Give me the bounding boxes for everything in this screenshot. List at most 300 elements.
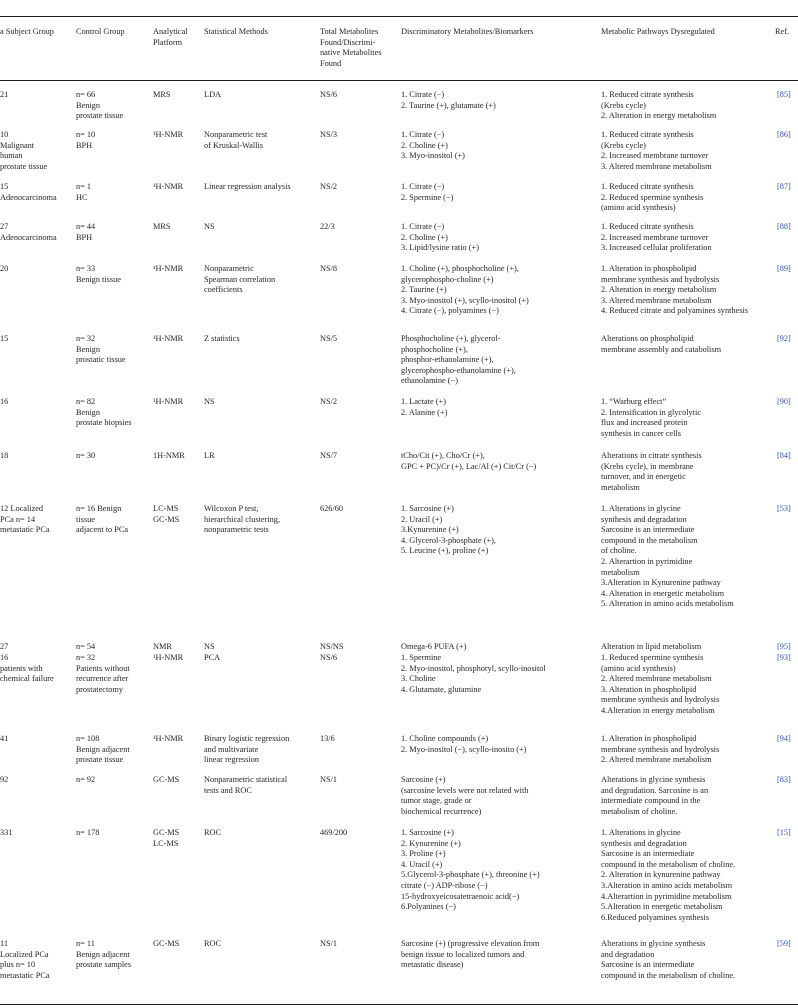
cell-line: n= 92 bbox=[76, 775, 96, 784]
cell-line: n= 30 bbox=[76, 451, 96, 460]
cell-line: n= 108 bbox=[76, 734, 100, 743]
statistical-methods-cell bbox=[204, 130, 267, 151]
header-discriminatory-metabolites: Discriminatory Metabolites/Biomarkers bbox=[401, 27, 534, 36]
cell-line: 3. Altered membrane metabolism bbox=[601, 295, 712, 305]
reference-cell[interactable]: [92] bbox=[777, 334, 791, 343]
cell-line: adjacent to PCa bbox=[76, 525, 129, 535]
cell-line: Benign bbox=[76, 344, 100, 354]
table-caption bbox=[0, 0, 203, 1]
cell-line: 2. Altered membrane metabolism bbox=[601, 674, 712, 684]
cell-line: 2. Alanine (+) bbox=[401, 407, 448, 417]
cell-line: coefficients bbox=[204, 285, 243, 295]
cell-line: 2. Choline (+) bbox=[401, 232, 448, 242]
platform-cell bbox=[153, 939, 179, 950]
cell-line: recurrence after bbox=[76, 674, 129, 684]
cell-line: 2. Spermine (−) bbox=[401, 192, 454, 202]
biomarkers-cell bbox=[401, 264, 529, 317]
cell-line: membrane synthesis and hydrolysis bbox=[601, 695, 720, 705]
cell-line: Alterations in citrate synthesis bbox=[601, 451, 702, 460]
cell-line: Omega-6 PUFA (+) bbox=[401, 642, 467, 651]
cell-line: and degradation. Sarcosine is an bbox=[601, 785, 709, 795]
cell-line: 4. Glycerol-3-phosphate (+), bbox=[401, 535, 496, 545]
subject-group-cell bbox=[0, 90, 8, 101]
cell-line: plus n= 10 bbox=[0, 960, 36, 970]
cell-line: turnover, and in energetic bbox=[601, 472, 686, 482]
cell-line: Patients without bbox=[76, 663, 130, 673]
cell-line: 4. Reduced citrate and polyamines synthesis bbox=[601, 306, 749, 316]
control-group-cell bbox=[76, 222, 95, 243]
statistical-methods-cell bbox=[204, 775, 287, 796]
cell-line: tissue bbox=[76, 514, 95, 524]
platform-cell bbox=[153, 775, 179, 786]
platform-cell bbox=[153, 334, 183, 345]
cell-line: 6.Reduced polyamines synthesis bbox=[601, 912, 710, 922]
cell-line: HC bbox=[76, 192, 88, 202]
reference-cell[interactable]: [90] bbox=[777, 397, 791, 406]
pathways-cell bbox=[601, 939, 735, 981]
subject-group-cell bbox=[0, 775, 8, 786]
cell-line: 1. Citrate (−) bbox=[401, 182, 445, 191]
platform-cell bbox=[153, 828, 179, 849]
cell-line: n= 178 bbox=[76, 828, 100, 837]
platform-cell bbox=[153, 130, 183, 141]
subject-group-cell bbox=[0, 939, 50, 981]
cell-line: 3. Myo-inositol (+), scyllo-inositol (+) bbox=[401, 295, 529, 305]
cell-line: 15-hydroxyeicosatetraenoic acid(−) bbox=[401, 891, 520, 901]
statistical-methods-cell bbox=[204, 653, 220, 664]
total-metabolites-cell: 22/3 bbox=[320, 222, 335, 231]
total-metabolites-cell: NS/6 bbox=[320, 90, 338, 99]
pathways-cell bbox=[601, 130, 712, 172]
cell-line: 1. Lactate (+) bbox=[401, 397, 446, 406]
cell-line: 41 bbox=[0, 734, 9, 743]
cell-line: flux and increased protein bbox=[601, 418, 688, 428]
control-group-cell bbox=[76, 451, 95, 462]
cell-line: 1. Spermine bbox=[401, 653, 442, 662]
cell-line: n= 16 Benign bbox=[76, 504, 122, 513]
platform-cell bbox=[153, 642, 172, 653]
cell-line: prostatic tissue bbox=[76, 355, 126, 365]
cell-line: n= 11 bbox=[76, 939, 95, 948]
pathways-cell bbox=[601, 222, 712, 254]
cell-line: 1. Choline (+), phosphocholine (+), bbox=[401, 264, 519, 273]
total-metabolites-cell: NS/3 bbox=[320, 130, 338, 139]
cell-line: prostate biopsies bbox=[76, 418, 132, 428]
table-label bbox=[0, 0, 21, 1]
statistical-methods-cell bbox=[204, 734, 289, 766]
cell-line: 5. Alteration in amino acids metabolism bbox=[601, 599, 734, 609]
cell-line: linear regression bbox=[204, 755, 260, 765]
control-group-cell bbox=[76, 642, 95, 653]
cell-line: ¹H-NMR bbox=[153, 734, 184, 743]
cell-line: 5. Leucine (+), proline (+) bbox=[401, 546, 489, 556]
cell-line: Linear regression analysis bbox=[204, 182, 291, 191]
reference-cell[interactable]: [86] bbox=[777, 130, 791, 139]
control-group-cell bbox=[76, 939, 131, 971]
control-group-cell bbox=[76, 90, 123, 122]
cell-line: 18 bbox=[0, 451, 9, 460]
header-total-metabolites: Total Metabolites Found/Discrimi- native Metabolites Found bbox=[320, 27, 382, 68]
cell-line: n= 82 bbox=[76, 397, 96, 406]
pathways-cell bbox=[601, 264, 748, 317]
cell-line: LC-MS bbox=[153, 838, 179, 848]
subject-group-cell bbox=[0, 828, 12, 839]
cell-line: n= 44 bbox=[76, 222, 96, 231]
cell-line: intermediate compound in the bbox=[601, 796, 701, 806]
cell-line: 6.Polyanines (−) bbox=[401, 902, 456, 912]
cell-line: 1. Alterations in glycine bbox=[601, 828, 681, 837]
cell-line: 2. Intensification in glycolytic bbox=[601, 407, 702, 417]
cell-line: metastatic disease) bbox=[401, 960, 464, 970]
cell-line: phosphor-ethanolamine (+), bbox=[401, 355, 494, 365]
cell-line: 27 bbox=[0, 642, 9, 651]
cell-line: prostate tissue bbox=[0, 161, 48, 171]
cell-line: n= 54 bbox=[76, 642, 96, 651]
cell-line: 1H-NMR bbox=[153, 451, 185, 460]
biomarkers-cell bbox=[401, 182, 453, 203]
cell-line: (amino acid synthesis) bbox=[601, 663, 676, 673]
cell-line: ¹H-NMR bbox=[153, 334, 184, 343]
cell-line: NS bbox=[204, 222, 215, 231]
cell-line: and multivariate bbox=[204, 744, 259, 754]
cell-line: 1. Alterations in glycine bbox=[601, 504, 681, 513]
subject-group-cell bbox=[0, 264, 8, 275]
statistical-methods-cell bbox=[204, 90, 221, 101]
control-group-cell bbox=[76, 182, 91, 203]
cell-line: 2. Myo-inositol, phosphoryl, scyllo-inositol bbox=[401, 663, 546, 673]
reference-cell[interactable]: [84] bbox=[777, 451, 791, 460]
cell-line: n= 33 bbox=[76, 264, 96, 273]
cell-line: Benign tissue bbox=[76, 274, 121, 284]
cell-line: compound in the metabolism of choline. bbox=[601, 970, 736, 980]
cell-line: (sarcosine levels were not related with bbox=[401, 785, 529, 795]
cell-line: tumor stage, grade or bbox=[401, 796, 472, 806]
cell-line: Sarcosine (+) bbox=[401, 775, 446, 784]
cell-line: ¹H-NMR bbox=[153, 397, 184, 406]
biomarkers-cell bbox=[401, 734, 527, 755]
cell-line: 3.Alteration in amino acids metabolism bbox=[601, 880, 733, 890]
cell-line: 16 bbox=[0, 397, 9, 406]
cell-line: 2. Increased membrane turnover bbox=[601, 151, 709, 161]
cell-line: Adenocarcinoma bbox=[0, 192, 57, 202]
statistical-methods-cell bbox=[204, 397, 215, 408]
cell-line: metabolism bbox=[601, 482, 640, 492]
pathways-cell bbox=[601, 182, 703, 214]
cell-line: 21 bbox=[0, 90, 9, 99]
biomarkers-cell bbox=[401, 828, 540, 913]
reference-cell[interactable]: [94] bbox=[777, 734, 791, 743]
platform-cell bbox=[153, 734, 183, 745]
cell-line: 20 bbox=[0, 264, 9, 273]
total-metabolites-cell: NS/1 bbox=[320, 939, 338, 948]
cell-line: LC-MS bbox=[153, 504, 179, 513]
cell-line: GPC + PC)/Cr (+), Lac/Al (+) Cit/Cr (−) bbox=[401, 461, 537, 471]
cell-line: 3.Kynurenine (+) bbox=[401, 525, 459, 535]
cell-line: metabolism of choline. bbox=[601, 806, 678, 816]
cell-line: ¹H-NMR bbox=[153, 130, 184, 139]
cell-line: MRS bbox=[153, 222, 171, 231]
header-pathways: Metabolic Pathways Dysregulated bbox=[601, 27, 715, 36]
cell-line: Alterations in glycine synthesis bbox=[601, 939, 706, 948]
cell-line: Benign adjacent bbox=[76, 949, 130, 959]
cell-line: GC-MS bbox=[153, 939, 180, 948]
cell-line: (amino acid synthesis) bbox=[601, 203, 676, 213]
reference-cell[interactable]: [95] bbox=[777, 642, 791, 651]
biomarkers-cell bbox=[401, 334, 516, 387]
cell-line: LR bbox=[204, 451, 215, 460]
biomarkers-cell bbox=[401, 653, 546, 695]
cell-line: 1. Alteration in phospholipid bbox=[601, 734, 697, 743]
cell-line: NS bbox=[204, 397, 215, 406]
total-metabolites-cell: NS/6 bbox=[320, 653, 338, 662]
cell-line: 12 Localized bbox=[0, 504, 44, 513]
subject-group-cell bbox=[0, 451, 8, 462]
cell-line: (Krebs cycle), in membrane bbox=[601, 461, 694, 471]
cell-line: tests and ROC bbox=[204, 785, 252, 795]
control-group-cell bbox=[76, 334, 126, 366]
cell-line: Phosphocholine (+), glycerol- bbox=[401, 334, 501, 343]
cell-line: 27 bbox=[0, 222, 9, 231]
cell-line: Z statistics bbox=[204, 334, 240, 343]
cell-line: ¹H-NMR bbox=[153, 182, 184, 191]
cell-line: 2. Uracil (+) bbox=[401, 514, 443, 524]
bottom-rule bbox=[0, 1004, 798, 1005]
cell-line: 2. Reduced spermine synthesis bbox=[601, 192, 704, 202]
statistical-methods-cell bbox=[204, 642, 215, 653]
total-metabolites-cell: NS/7 bbox=[320, 451, 338, 460]
cell-line: n= 32 bbox=[76, 334, 96, 343]
cell-line: Benign bbox=[76, 407, 100, 417]
platform-cell bbox=[153, 222, 171, 233]
platform-cell bbox=[153, 397, 183, 408]
top-rule bbox=[0, 16, 798, 17]
subject-group-cell bbox=[0, 642, 8, 653]
total-metabolites-cell: NS/2 bbox=[320, 397, 338, 406]
cell-line: GC-MS bbox=[153, 828, 180, 837]
biomarkers-cell bbox=[401, 939, 539, 971]
control-group-cell bbox=[76, 828, 99, 839]
cell-line: 1. Reduced citrate synthesis bbox=[601, 222, 694, 231]
pathways-cell bbox=[601, 734, 719, 766]
cell-line: 2. Taurine (+) bbox=[401, 285, 447, 295]
cell-line: Alterations in glycine synthesis bbox=[601, 775, 706, 784]
reference-cell[interactable]: [88] bbox=[777, 222, 791, 231]
cell-line: 2. Increased membrane turnover bbox=[601, 232, 709, 242]
cell-line: human bbox=[0, 151, 23, 161]
cell-line: PCA bbox=[204, 653, 221, 662]
cell-line: Sarcosine is an intermediate bbox=[601, 525, 695, 535]
cell-line: 4.Alteration in energy metabolism bbox=[601, 705, 715, 715]
cell-line: (Krebs cycle) bbox=[601, 100, 646, 110]
pathways-cell bbox=[601, 642, 701, 653]
total-metabolites-cell: NS/1 bbox=[320, 775, 338, 784]
biomarkers-cell bbox=[401, 130, 465, 162]
cell-line: n= 10 bbox=[76, 130, 96, 139]
cell-line: of choline. bbox=[601, 546, 637, 556]
cell-line: 1. Sarcosine (+) bbox=[401, 504, 454, 513]
cell-line: 1. Citrate (−) bbox=[401, 222, 445, 231]
platform-cell bbox=[153, 451, 185, 462]
cell-line: prostate tissue bbox=[76, 755, 124, 765]
biomarkers-cell bbox=[401, 504, 496, 557]
cell-line: MRS bbox=[153, 90, 171, 99]
subject-group-cell bbox=[0, 182, 57, 203]
cell-line: 11 bbox=[0, 939, 8, 948]
cell-line: 2. Alteration in energy metabolism bbox=[601, 285, 717, 295]
cell-line: glycerophospho-ethanolamine (+), bbox=[401, 365, 516, 375]
cell-line: 1. Reduced spermine synthesis bbox=[601, 653, 704, 662]
pathways-cell bbox=[601, 397, 701, 439]
cell-line: GC-MS bbox=[153, 514, 180, 524]
cell-line: 5.Glycerol-3-phosphate (+), threonine (+) bbox=[401, 870, 540, 880]
cell-line: compound in the metabolism of choline. bbox=[601, 859, 736, 869]
cell-line: 15 bbox=[0, 334, 9, 343]
cell-line: synthesis and degradation bbox=[601, 838, 687, 848]
cell-line: ¹H-NMR bbox=[153, 653, 184, 662]
cell-line: Sarcosine (+) (progressive elevation from bbox=[401, 939, 540, 948]
biomarkers-cell bbox=[401, 775, 528, 817]
statistical-methods-cell bbox=[204, 451, 215, 462]
subject-group-cell bbox=[0, 734, 8, 745]
pathways-cell bbox=[601, 828, 735, 923]
platform-cell bbox=[153, 182, 183, 193]
reference-cell[interactable]: [59] bbox=[777, 939, 791, 948]
reference-cell[interactable]: [87] bbox=[777, 182, 791, 191]
reference-cell[interactable]: [93] bbox=[777, 653, 791, 662]
cell-line: compound in the metabolism bbox=[601, 535, 698, 545]
cell-line: 3. Altered membrane metabolism bbox=[601, 161, 712, 171]
cell-line: PCa n= 14 bbox=[0, 514, 36, 524]
cell-line: 3. Choline bbox=[401, 674, 436, 684]
cell-line: 4. Citrate (−), polyamines (−) bbox=[401, 306, 499, 316]
cell-line: BPH bbox=[76, 140, 93, 150]
pathways-cell bbox=[601, 334, 721, 355]
cell-line: prostatectomy bbox=[76, 684, 124, 694]
cell-line: Nonparametric test bbox=[204, 130, 268, 139]
statistical-methods-cell bbox=[204, 222, 215, 233]
cell-line: 1. Sarcosine (+) bbox=[401, 828, 454, 837]
cell-line: prostate samples bbox=[76, 960, 132, 970]
cell-line: Nonparametric statistical bbox=[204, 775, 288, 784]
statistical-methods-cell bbox=[204, 504, 280, 536]
biomarkers-cell bbox=[401, 397, 447, 418]
cell-line: membrane synthesis and hydrolysis bbox=[601, 274, 720, 284]
cell-line: ¹H-NMR bbox=[153, 264, 184, 273]
cell-line: 4. Uracil (+) bbox=[401, 859, 443, 869]
cell-line: Alterations on phospholipid bbox=[601, 334, 694, 343]
cell-line: 10 bbox=[0, 130, 9, 139]
cell-line: n= 1 bbox=[76, 182, 92, 191]
subject-group-cell bbox=[0, 130, 47, 172]
control-group-cell bbox=[76, 264, 121, 285]
statistical-methods-cell bbox=[204, 828, 221, 839]
subject-group-cell bbox=[0, 222, 57, 243]
header-rule bbox=[0, 80, 798, 81]
reference-cell[interactable]: [53] bbox=[777, 504, 791, 513]
cell-line: BPH bbox=[76, 232, 93, 242]
total-metabolites-cell: 626/60 bbox=[320, 504, 344, 513]
cell-line: hierarchical clustering, bbox=[204, 514, 281, 524]
cell-line: Benign adjacent bbox=[76, 744, 130, 754]
header-analytical-platform: Analytical Platform bbox=[153, 27, 188, 47]
total-metabolites-cell: NS/2 bbox=[320, 182, 338, 191]
cell-line: and degradation bbox=[601, 949, 655, 959]
subject-group-cell bbox=[0, 334, 8, 345]
cell-line: phosphocholine (+), bbox=[401, 344, 468, 354]
cell-line: ROC bbox=[204, 939, 222, 948]
cell-line: 1. Reduced citrate synthesis bbox=[601, 130, 694, 139]
total-metabolites-cell: NS/5 bbox=[320, 334, 338, 343]
cell-line: 1. Alteration in phospholipid bbox=[601, 264, 697, 273]
statistical-methods-cell bbox=[204, 182, 291, 193]
cell-line: 1. Citrate (−) bbox=[401, 130, 445, 139]
control-group-cell bbox=[76, 734, 130, 766]
biomarkers-cell bbox=[401, 451, 536, 472]
cell-line: Alteration in lipid metabolism bbox=[601, 642, 702, 651]
cell-line: 3. Myo-inositol (+) bbox=[401, 151, 465, 161]
pathways-cell bbox=[601, 90, 716, 122]
cell-line: ethanolamine (−) bbox=[401, 376, 458, 386]
platform-cell bbox=[153, 653, 183, 664]
cell-line: metastatic PCa bbox=[0, 970, 50, 980]
cell-line: 2. Kynurenine (+) bbox=[401, 838, 461, 848]
cell-line: 2. Alterartion in pyrimidine bbox=[601, 556, 693, 566]
subject-group-cell bbox=[0, 504, 50, 536]
biomarkers-cell bbox=[401, 222, 479, 254]
cell-line: benign tissue to localized tumors and bbox=[401, 949, 525, 959]
cell-line: 2. Alteration in kynurenine pathway bbox=[601, 870, 721, 880]
cell-line: 15 bbox=[0, 182, 9, 191]
cell-line: Adenocarcinoma bbox=[0, 232, 57, 242]
reference-cell[interactable]: [83] bbox=[777, 775, 791, 784]
reference-cell[interactable]: [89] bbox=[777, 264, 791, 273]
control-group-cell bbox=[76, 653, 130, 695]
cell-line: n= 32 bbox=[76, 653, 96, 662]
platform-cell bbox=[153, 90, 171, 101]
cell-line: 1. “Warburg effect” bbox=[601, 397, 667, 406]
reference-cell[interactable]: [85] bbox=[777, 90, 791, 99]
cell-line: Malignant bbox=[0, 140, 35, 150]
cell-line: of Kruskal-Wallis bbox=[204, 140, 264, 150]
cell-line: ROC bbox=[204, 828, 222, 837]
cell-line: 3. Proline (+) bbox=[401, 849, 446, 859]
pathways-cell bbox=[601, 653, 719, 717]
header-ref: Ref. bbox=[775, 27, 790, 36]
cell-line: tCho/Cit (+), Cho/Cr (+), bbox=[401, 451, 485, 460]
cell-line: n= 66 bbox=[76, 90, 96, 99]
cell-line: 2. Taurine (+), glutamate (+) bbox=[401, 100, 496, 110]
total-metabolites-cell: 469/200 bbox=[320, 828, 348, 837]
control-group-cell bbox=[76, 397, 132, 429]
cell-line: 3. Increased cellular proliferation bbox=[601, 243, 712, 253]
platform-cell bbox=[153, 504, 179, 525]
statistical-methods-cell bbox=[204, 264, 275, 296]
cell-line: 2. Choline (+) bbox=[401, 140, 448, 150]
total-metabolites-cell: 13/6 bbox=[320, 734, 335, 743]
cell-line: Binary logistic regression bbox=[204, 734, 290, 743]
cell-line: LDA bbox=[204, 90, 222, 99]
total-metabolites-cell: NS/8 bbox=[320, 264, 338, 273]
cell-line: 4.Alterartion in pyrimidine metabolism bbox=[601, 891, 732, 901]
statistical-methods-cell bbox=[204, 939, 221, 950]
table-title bbox=[23, 0, 203, 1]
subject-group-cell bbox=[0, 653, 54, 685]
reference-cell[interactable]: [15] bbox=[777, 828, 791, 837]
pathways-cell bbox=[601, 504, 734, 610]
total-metabolites-cell: NS/NS bbox=[320, 642, 344, 651]
header-subject-group: a Subject Group bbox=[0, 27, 54, 36]
cell-line: membrane synthesis and hydrolysis bbox=[601, 744, 720, 754]
